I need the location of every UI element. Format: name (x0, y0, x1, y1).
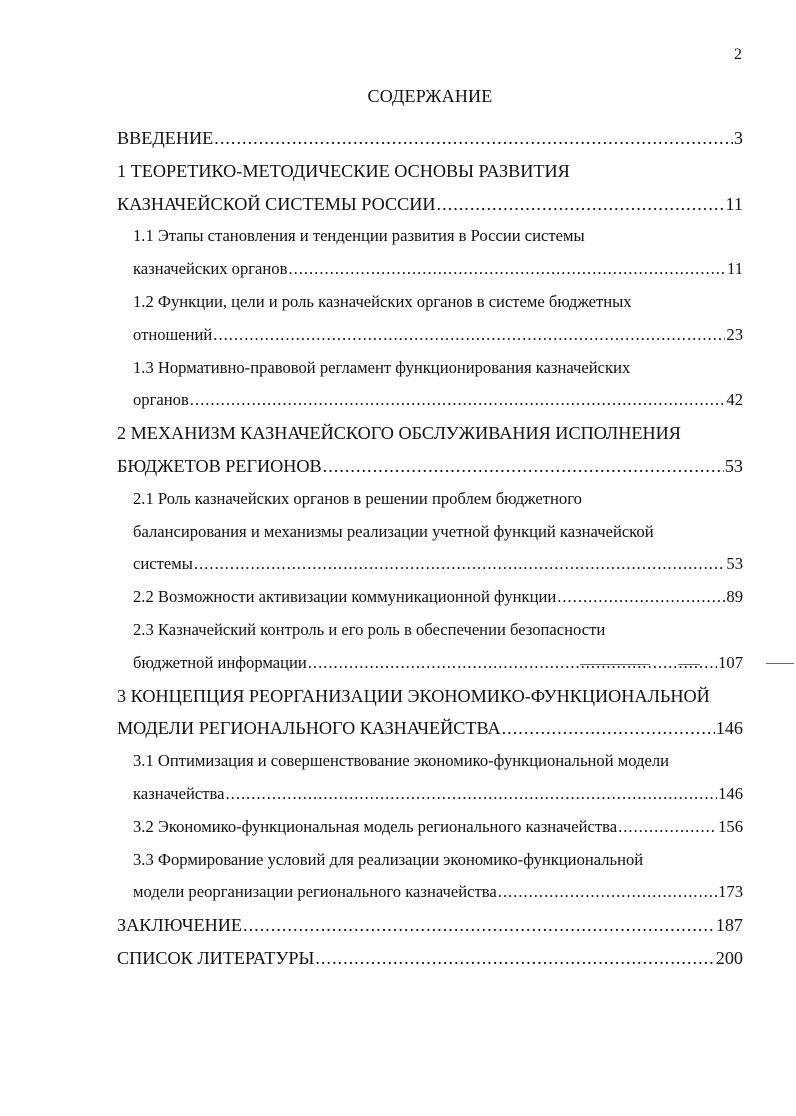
toc-entry[interactable] (0, 811, 796, 844)
toc-entry-line (0, 548, 743, 581)
toc-entry[interactable] (0, 286, 796, 352)
table-of-contents (0, 122, 796, 975)
toc-entry-line (0, 909, 743, 942)
toc-entry-line (0, 844, 796, 877)
scan-artifact-line (580, 664, 650, 665)
toc-entry-line (0, 155, 796, 188)
dot-leader (308, 647, 717, 680)
toc-page-number: 3 (733, 128, 743, 148)
toc-page-number: 89 (726, 587, 743, 607)
toc-entry-title: 3.3 Формирование условий для реализации экономико-функциональной (133, 849, 644, 869)
toc-entry[interactable] (0, 352, 796, 418)
toc-entry[interactable] (0, 942, 796, 975)
toc-entry-line (0, 483, 796, 516)
toc-entry-line (0, 352, 796, 385)
toc-entry-title: системы (133, 554, 193, 574)
toc-entry-title: 3 КОНЦЕПЦИЯ РЕОРГАНИЗАЦИИ ЭКОНОМИКО-ФУНКЦИОНАЛЬНОЙ (117, 685, 710, 706)
toc-page-number: 53 (724, 455, 743, 476)
toc-entry-title: СПИСОК ЛИТЕРАТУРЫ (117, 947, 315, 968)
toc-entry-line (0, 450, 743, 483)
toc-entry-title: 3.1 Оптимизация и совершенствование экономико-функциональной модели (133, 751, 670, 771)
toc-entry-line (0, 253, 743, 286)
page-number: 2 (734, 46, 742, 63)
toc-entry[interactable] (0, 122, 796, 155)
toc-page-number: 53 (726, 554, 743, 574)
toc-entry[interactable] (0, 614, 796, 680)
toc-entry-line (0, 942, 743, 975)
toc-entry[interactable] (0, 680, 796, 746)
scan-artifact-line (678, 664, 700, 665)
toc-entry-title: 1.3 Нормативно-правовой регламент функционирования казначейских (133, 357, 631, 377)
toc-entry-title: БЮДЖЕТОВ РЕГИОНОВ (117, 455, 322, 476)
dot-leader (323, 450, 724, 483)
toc-entry[interactable] (0, 581, 796, 614)
toc-entry-title: казначейства (133, 783, 225, 803)
toc-page-number: 173 (718, 882, 743, 902)
toc-entry-title: 1.1 Этапы становления и тенденции развития в России системы (133, 226, 585, 246)
toc-entry-line (0, 384, 743, 417)
toc-page-number: 200 (715, 947, 743, 968)
dot-leader (226, 778, 718, 811)
toc-page-number: 11 (727, 259, 743, 279)
dot-leader (190, 384, 726, 417)
toc-entry-title: 1.2 Функции, цели и роль казначейских органов в системе бюджетных (133, 291, 632, 311)
toc-page-number: 156 (718, 816, 743, 836)
toc-entry-title: МОДЕЛИ РЕГИОНАЛЬНОГО КАЗНАЧЕЙСТВА (117, 718, 501, 739)
toc-entry-title: КАЗНАЧЕЙСКОЙ СИСТЕМЫ РОССИИ (117, 193, 436, 214)
toc-page-number: 23 (726, 324, 743, 344)
dot-leader (214, 122, 733, 155)
toc-entry-title: 2 МЕХАНИЗМ КАЗНАЧЕЙСКОГО ОБСЛУЖИВАНИЯ ИСПОЛНЕНИЯ (117, 423, 681, 444)
dot-leader (315, 942, 714, 975)
toc-entry-title: 3.2 Экономико-функциональная модель регионального казначейства (133, 816, 618, 836)
toc-entry-line (0, 712, 743, 745)
toc-page-number: 11 (725, 193, 743, 214)
toc-entry-line (0, 745, 796, 778)
dot-leader (437, 188, 725, 221)
toc-entry[interactable] (0, 220, 796, 286)
dot-leader (557, 581, 725, 614)
toc-entry-line (0, 811, 743, 844)
toc-entry-title: модели реорганизации регионального казначейства (133, 882, 497, 902)
toc-title: СОДЕРЖАНИЕ (367, 86, 493, 106)
toc-page-number: 187 (715, 915, 743, 936)
toc-entry-title: казначейских органов (133, 259, 288, 279)
toc-entry[interactable] (0, 909, 796, 942)
toc-entry-title: балансирования и механизмы реализации учетной функций казначейской (133, 521, 654, 541)
toc-entry[interactable] (0, 844, 796, 910)
dot-leader (213, 319, 725, 352)
toc-entry-line (0, 516, 796, 549)
toc-entry-line (0, 319, 743, 352)
toc-entry-line (0, 778, 743, 811)
toc-entry[interactable] (0, 745, 796, 811)
toc-entry-title: 2.1 Роль казначейских органов в решении проблем бюджетного (133, 488, 582, 508)
toc-page-number: 42 (726, 390, 743, 410)
toc-page-number: 146 (715, 718, 743, 739)
dot-leader (498, 876, 717, 909)
toc-entry-line (0, 220, 796, 253)
toc-entry-line (0, 286, 796, 319)
scan-artifact-line (766, 663, 794, 664)
toc-entry-title: отношений (133, 324, 213, 344)
toc-entry-title: ЗАКЛЮЧЕНИЕ (117, 915, 243, 936)
toc-entry-title: 2.2 Возможности активизации коммуникационной функции (133, 587, 557, 607)
toc-entry-line (0, 680, 796, 713)
dot-leader (243, 909, 715, 942)
toc-entry[interactable] (0, 483, 796, 581)
toc-entry-line (0, 188, 743, 221)
toc-entry-line (0, 581, 743, 614)
toc-entry[interactable] (0, 155, 796, 221)
toc-entry-title: органов (133, 390, 189, 410)
toc-entry-title: 2.3 Казначейский контроль и его роль в обеспечении безопасности (133, 619, 606, 639)
toc-entry-title: ВВЕДЕНИЕ (117, 128, 214, 148)
toc-entry-title: 1 ТЕОРЕТИКО-МЕТОДИЧЕСКИЕ ОСНОВЫ РАЗВИТИЯ (117, 160, 570, 181)
toc-entry-line (0, 417, 796, 450)
toc-entry[interactable] (0, 417, 796, 483)
dot-leader (288, 253, 726, 286)
toc-entry-line (0, 122, 743, 155)
dot-leader (618, 811, 717, 844)
dot-leader (194, 548, 726, 581)
toc-page-number: 146 (718, 783, 743, 803)
toc-entry-line (0, 876, 743, 909)
dot-leader (502, 712, 715, 745)
toc-entry-line (0, 614, 796, 647)
toc-page-number: 107 (718, 652, 743, 672)
toc-entry-title: бюджетной информации (133, 652, 307, 672)
